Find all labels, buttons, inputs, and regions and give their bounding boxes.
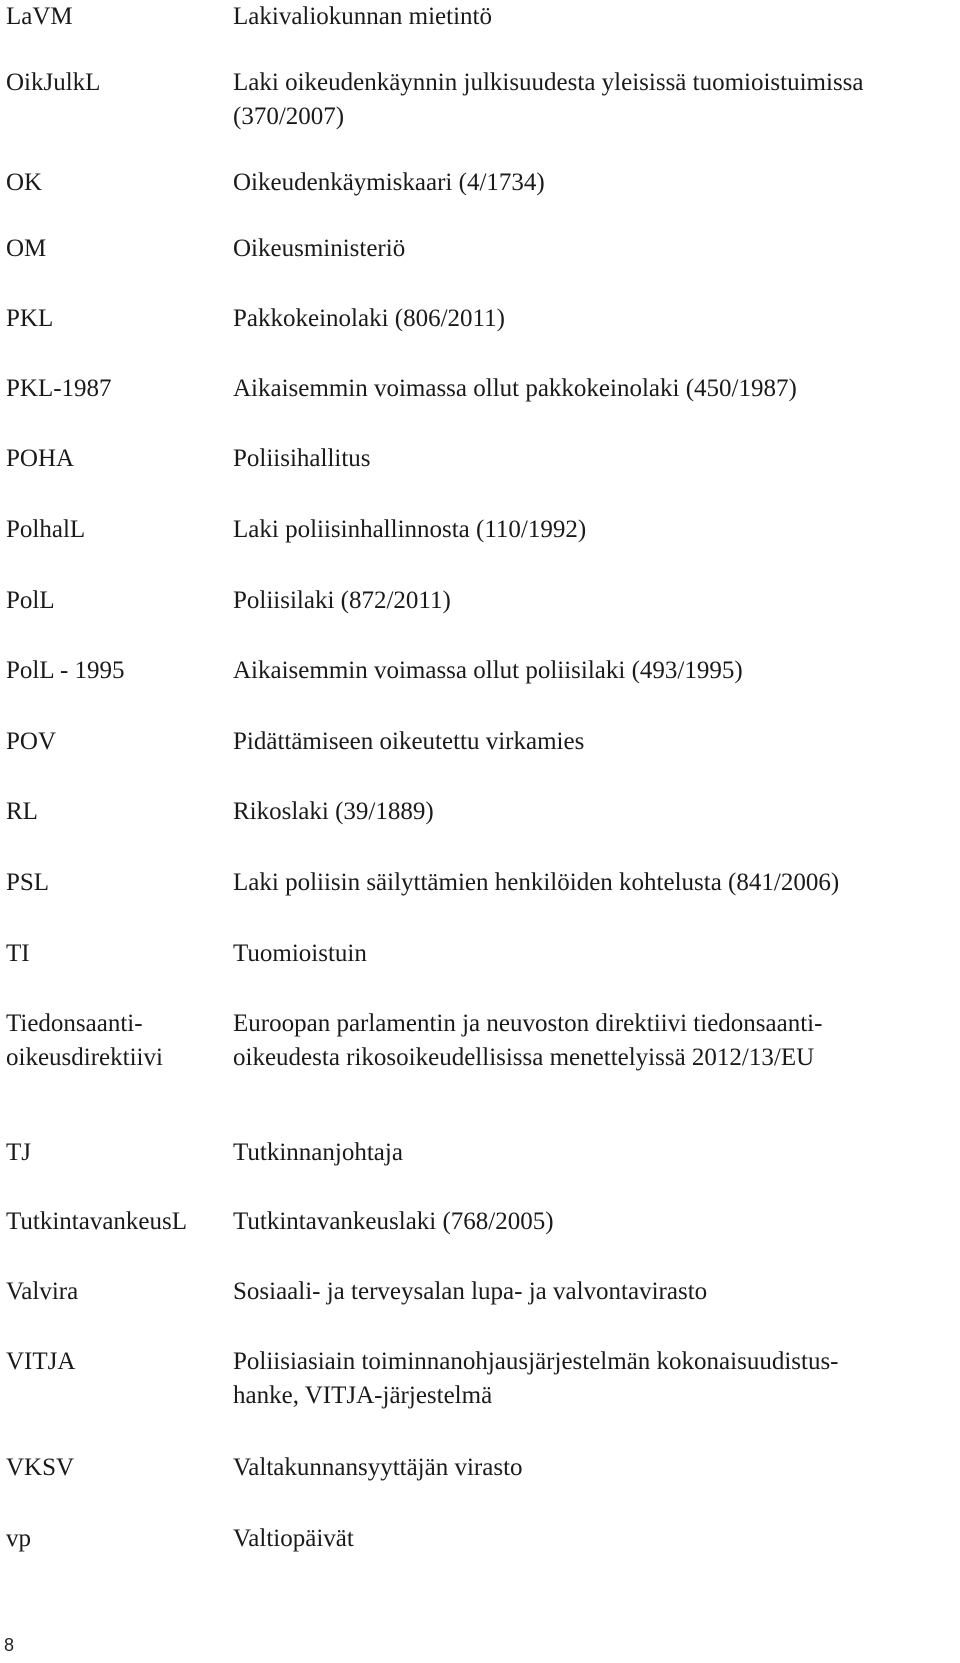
abbreviation-term xyxy=(6,1007,163,1075)
abbreviation-definition xyxy=(233,654,943,688)
term-line: Valvira xyxy=(6,1278,79,1305)
abbreviation-term xyxy=(6,166,42,200)
abbreviation-definition xyxy=(233,302,943,336)
abbreviation-definition xyxy=(233,1275,943,1309)
term-line: vp xyxy=(6,1525,31,1552)
definition-line: oikeudesta rikosoikeudellisissa menettelyissä 2012/13/EU xyxy=(233,1044,815,1071)
abbreviation-term xyxy=(6,442,74,476)
definition-line: Aikaisemmin voimassa ollut pakkokeinolaki (450/1987) xyxy=(233,375,797,402)
definition-line: Rikoslaki (39/1889) xyxy=(233,798,434,825)
definition-line: Aikaisemmin voimassa ollut poliisilaki (493/1995) xyxy=(233,657,743,684)
abbreviation-term xyxy=(6,1275,78,1309)
definition-line: Euroopan parlamentin ja neuvoston direktiivi tiedonsaanti- xyxy=(233,1010,823,1037)
definition-line: Valtiopäivät xyxy=(233,1525,354,1552)
page-number: 8 xyxy=(4,1635,15,1655)
definition-line: hanke, VITJA-järjestelmä xyxy=(233,1382,493,1409)
definition-line: Oikeusministeriö xyxy=(233,235,406,262)
abbreviation-definition xyxy=(233,866,943,900)
abbreviation-definition xyxy=(233,1205,943,1239)
definition-line: Poliisiasiain toiminnanohjausjärjestelmän kokonaisuudistus- xyxy=(233,1348,839,1375)
abbreviation-term xyxy=(6,1451,74,1485)
abbreviation-term xyxy=(6,513,85,547)
abbreviation-definition xyxy=(233,513,943,547)
definition-line: Poliisihallitus xyxy=(233,445,371,472)
term-line: PolL - 1995 xyxy=(6,657,125,684)
abbreviation-definition xyxy=(233,725,943,759)
term-line: PolhalL xyxy=(6,516,86,543)
abbreviation-definition xyxy=(233,0,943,34)
definition-line: Tutkintavankeuslaki (768/2005) xyxy=(233,1208,554,1235)
definition-line: Laki oikeudenkäynnin julkisuudesta yleisissä tuomioistuimissa xyxy=(233,69,864,96)
abbreviation-definition xyxy=(233,1136,943,1170)
definition-line: Tutkinnanjohtaja xyxy=(233,1139,403,1166)
term-line: PKL xyxy=(6,305,54,332)
definition-line: Laki poliisinhallinnosta (110/1992) xyxy=(233,516,587,543)
abbreviation-term xyxy=(6,937,30,971)
abbreviation-term xyxy=(6,1522,31,1556)
abbreviation-term xyxy=(6,0,73,34)
definition-line: Valtakunnansyyttäjän virasto xyxy=(233,1454,523,1481)
abbreviation-term xyxy=(6,372,112,406)
abbreviation-definition xyxy=(233,1007,943,1075)
term-line: LaVM xyxy=(6,3,73,30)
definition-line: Lakivaliokunnan mietintö xyxy=(233,3,492,30)
term-line: OikJulkL xyxy=(6,69,101,96)
abbreviation-term xyxy=(6,866,49,900)
definition-line: Tuomioistuin xyxy=(233,940,367,967)
abbreviation-term xyxy=(6,302,53,336)
term-line: TJ xyxy=(6,1139,31,1166)
term-line: PolL xyxy=(6,587,55,614)
abbreviation-definition xyxy=(233,372,943,406)
definition-line: Pidättämiseen oikeutettu virkamies xyxy=(233,728,585,755)
term-line: TI xyxy=(6,940,30,967)
term-line: VITJA xyxy=(6,1348,76,1375)
term-line: oikeusdirektiivi xyxy=(6,1044,163,1071)
abbreviation-term xyxy=(6,1345,75,1379)
abbreviation-definition xyxy=(233,442,943,476)
abbreviation-term xyxy=(6,1136,31,1170)
term-line: POV xyxy=(6,728,57,755)
abbreviation-definition xyxy=(233,795,943,829)
abbreviation-term xyxy=(6,795,38,829)
definition-line: Poliisilaki (872/2011) xyxy=(233,587,451,614)
term-line: POHA xyxy=(6,445,75,472)
term-line: PKL-1987 xyxy=(6,375,112,402)
term-line: VKSV xyxy=(6,1454,75,1481)
abbreviation-definition xyxy=(233,166,943,200)
abbreviation-term xyxy=(6,1205,187,1239)
definition-line: (370/2007) xyxy=(233,103,345,130)
abbreviation-term xyxy=(6,66,100,100)
definition-line: Oikeudenkäymiskaari (4/1734) xyxy=(233,169,545,196)
abbreviation-term xyxy=(6,232,46,266)
definition-line: Pakkokeinolaki (806/2011) xyxy=(233,305,505,332)
term-line: Tiedonsaanti- xyxy=(6,1010,143,1037)
definition-line: Sosiaali- ja terveysalan lupa- ja valvontavirasto xyxy=(233,1278,708,1305)
abbreviation-definition xyxy=(233,1451,943,1485)
definition-line: Laki poliisin säilyttämien henkilöiden kohtelusta (841/2006) xyxy=(233,869,840,896)
term-line: RL xyxy=(6,798,38,825)
abbreviation-definition xyxy=(233,937,943,971)
abbreviation-definition xyxy=(233,1345,943,1413)
abbreviation-definition xyxy=(233,66,943,134)
abbreviation-term xyxy=(6,584,55,618)
abbreviation-definition xyxy=(233,232,943,266)
term-line: TutkintavankeusL xyxy=(6,1208,188,1235)
term-line: OM xyxy=(6,235,47,262)
abbreviation-definition xyxy=(233,1522,943,1556)
term-line: OK xyxy=(6,169,43,196)
abbreviation-term xyxy=(6,654,125,688)
abbreviation-definition xyxy=(233,584,943,618)
abbreviation-term xyxy=(6,725,56,759)
term-line: PSL xyxy=(6,869,50,896)
